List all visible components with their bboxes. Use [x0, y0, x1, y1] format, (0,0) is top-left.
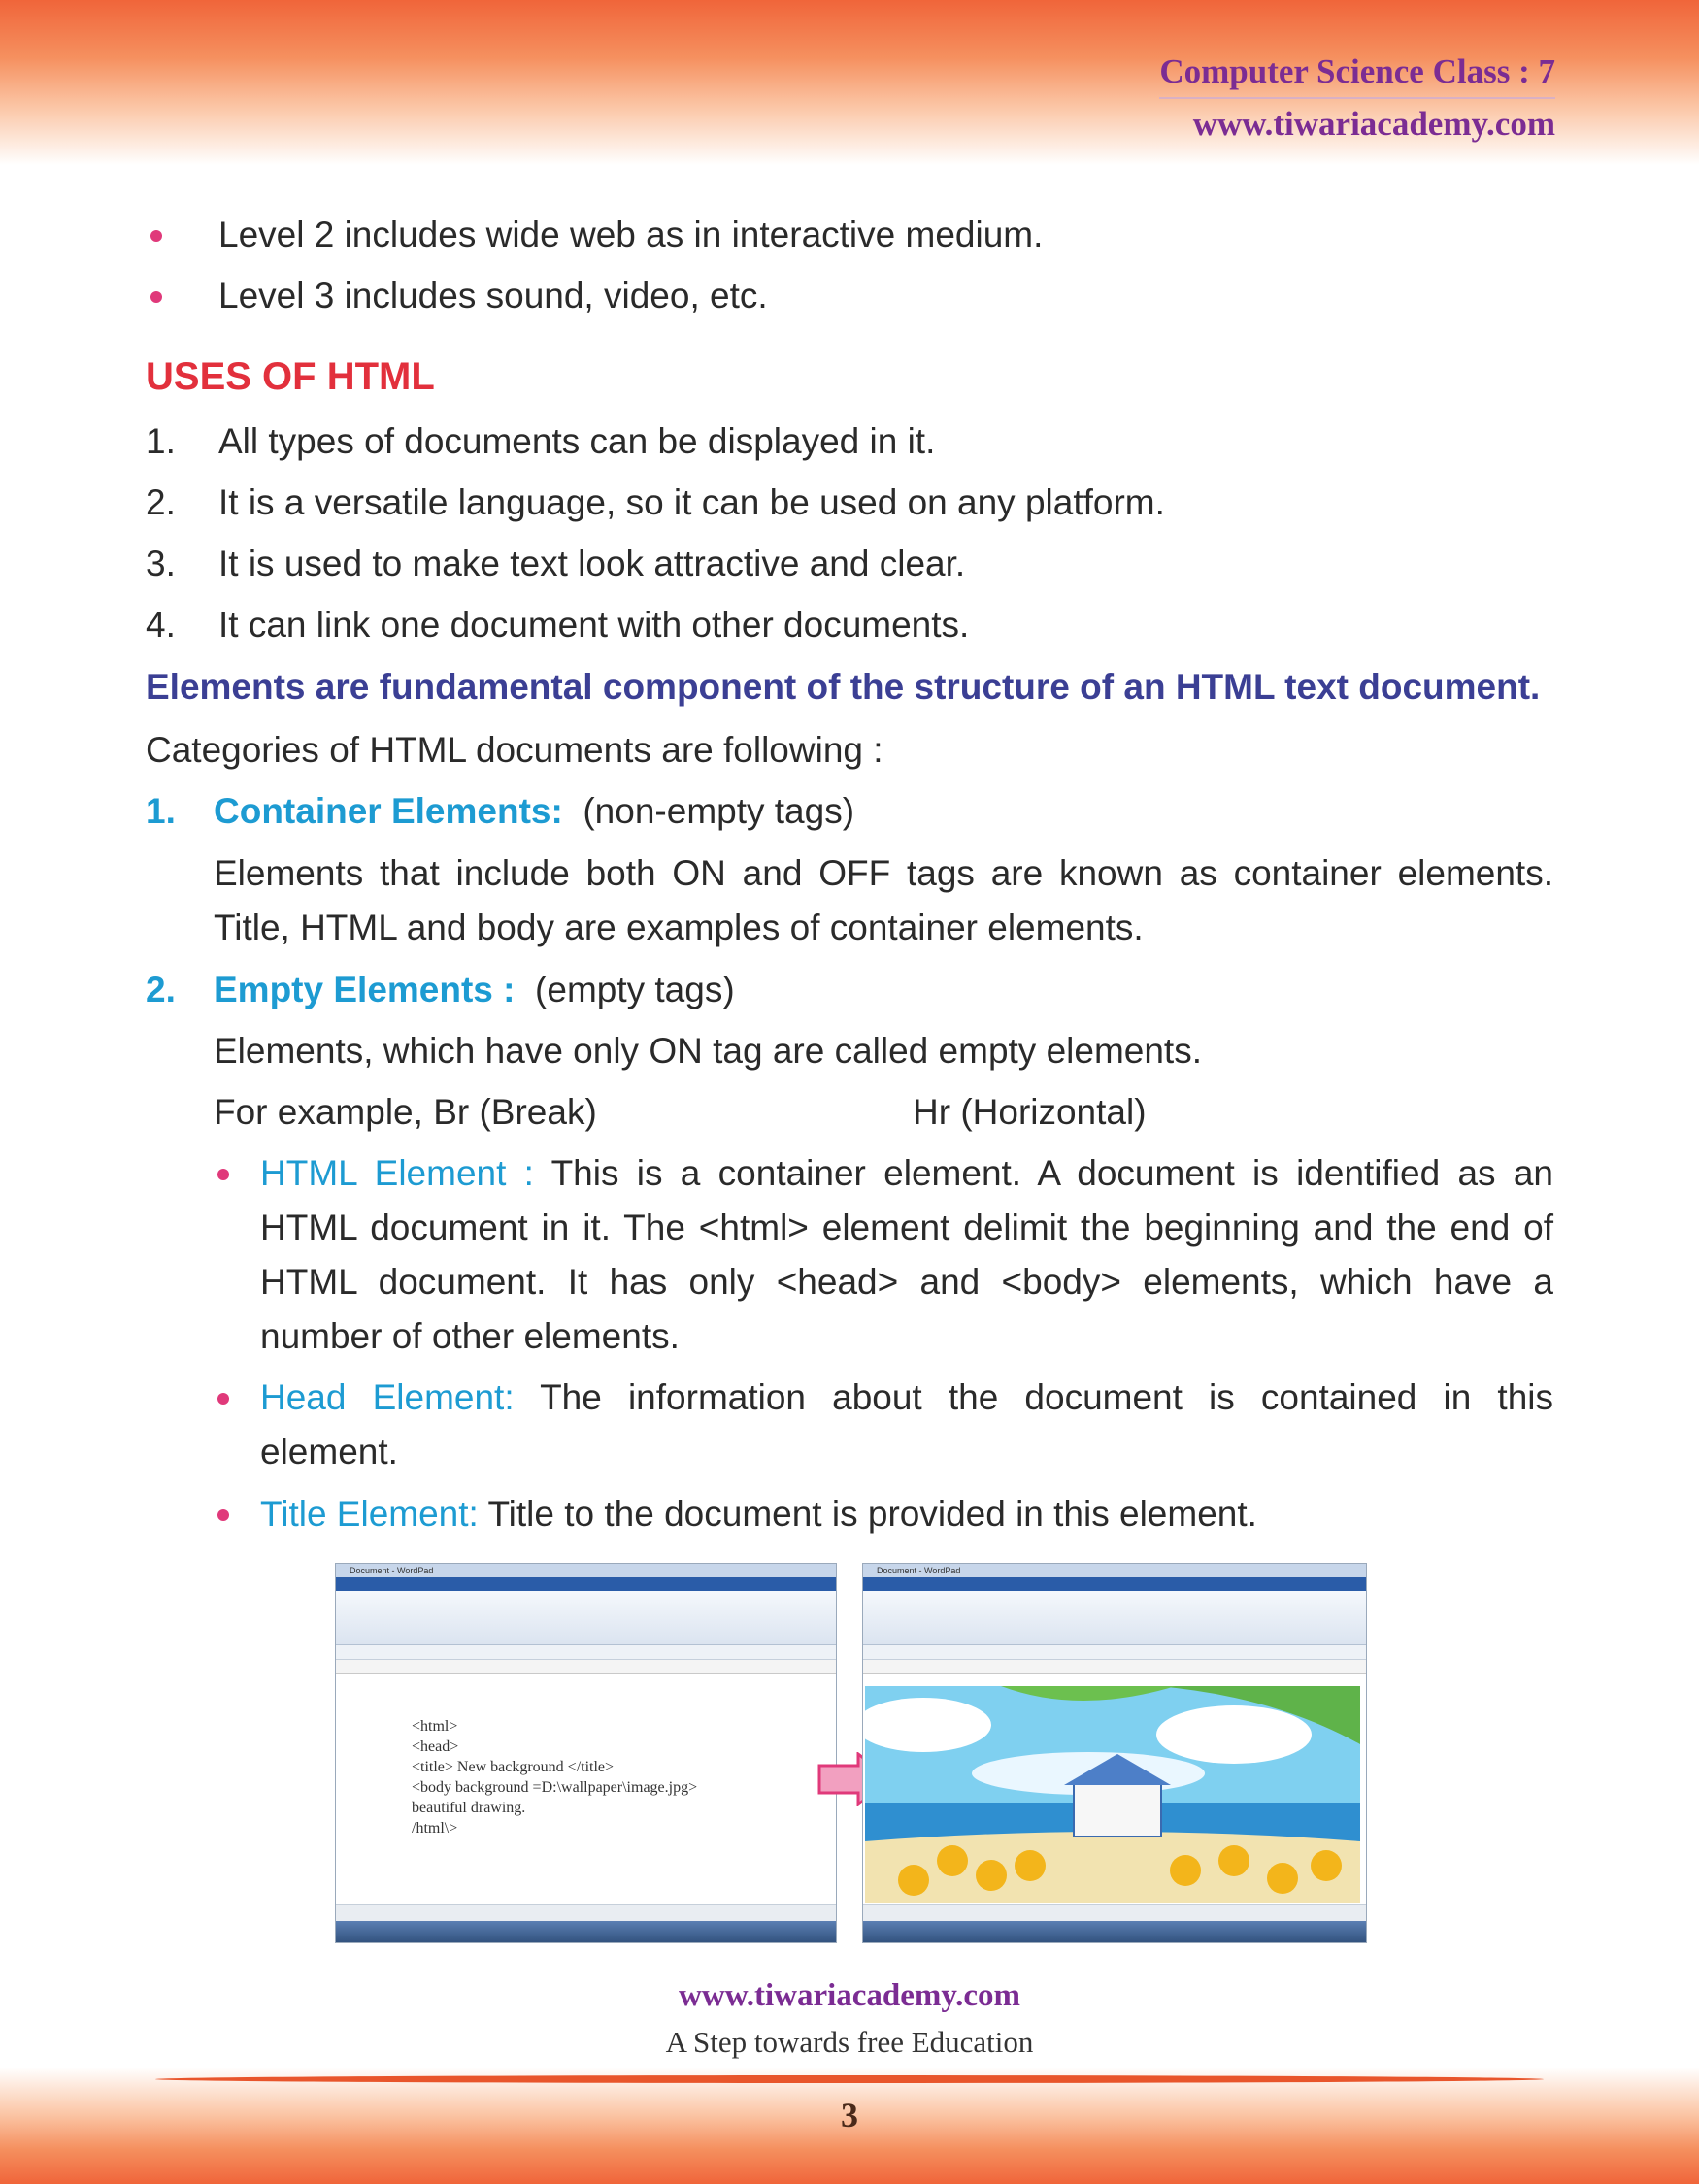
- category-number: 1.: [146, 791, 176, 831]
- code-line: <html>: [412, 1718, 458, 1735]
- bullet-dot: [217, 1393, 229, 1405]
- category-description: Elements that include both ON and OFF tags are known as container elements. Title, HTML and body are examples of container elements.: [214, 853, 1553, 947]
- ribbon: [863, 1591, 1366, 1645]
- intro-bullet: Level 3 includes sound, video, etc.: [218, 276, 768, 315]
- element-text: The information about the document is contained in this element.: [260, 1377, 1554, 1472]
- bullet-dot: [150, 291, 162, 303]
- uses-heading: USES OF HTML: [146, 355, 435, 398]
- example-left: For example, Br (Break): [214, 1092, 597, 1132]
- quick-access-bar: [336, 1645, 836, 1660]
- intro-bullet: Level 2 includes wide web as in interactive medium.: [218, 215, 1044, 254]
- window-title: Document - WordPad: [863, 1564, 1366, 1577]
- ribbon-tabs: [336, 1577, 836, 1591]
- uses-item: It is used to make text look attractive and clear.: [218, 544, 966, 583]
- wordpad-result-screenshot: [862, 1563, 1367, 1943]
- uses-number: 3.: [146, 544, 176, 583]
- element-bullet: [260, 1146, 1553, 1364]
- element-bullet: [260, 1371, 1553, 1479]
- header-rule: [1159, 97, 1555, 99]
- example-right: Hr (Horizontal): [913, 1092, 1147, 1132]
- category-title: Empty Elements :: [214, 970, 516, 1009]
- uses-number: 1.: [146, 421, 176, 461]
- beach-wallpaper-image: [865, 1686, 1360, 1903]
- element-term: Title Element:: [260, 1494, 479, 1534]
- element-text: Title to the document is provided in this element.: [478, 1494, 1257, 1534]
- page-footer: [0, 1970, 1699, 2184]
- uses-item: All types of documents can be displayed in it.: [218, 421, 936, 461]
- status-bar: [863, 1904, 1366, 1921]
- ribbon: [336, 1591, 836, 1645]
- element-term: HTML Element :: [260, 1153, 534, 1193]
- uses-item: It can link one document with other documents.: [218, 605, 970, 645]
- page-header: [1159, 49, 1555, 148]
- footer-website[interactable]: www.tiwariacademy.com: [679, 1978, 1020, 2013]
- code-line: beautiful drawing.: [412, 1800, 526, 1816]
- wordpad-code-screenshot: [335, 1563, 837, 1943]
- element-bullet: [260, 1487, 1553, 1541]
- code-line: <head>: [412, 1738, 459, 1755]
- categories-intro: Categories of HTML documents are following :: [146, 730, 883, 770]
- category-title: Container Elements:: [214, 791, 563, 831]
- code-line: <title> New background </title>: [412, 1759, 615, 1775]
- code-line: /html\>: [412, 1820, 458, 1837]
- element-text: This is a container element. A document is identified as an HTML document in it. The <html> element delimit the beginning and the end of HTML document. It has only <head> and <body> elements, which have a number of other elements.: [260, 1153, 1553, 1356]
- page-number: 3: [841, 2096, 858, 2134]
- status-bar: [336, 1904, 836, 1921]
- footer-tagline: A Step towards free Education: [665, 2025, 1034, 2059]
- uses-number: 4.: [146, 605, 176, 645]
- category-heading: [214, 784, 854, 839]
- quick-access-bar: [863, 1645, 1366, 1660]
- category-note: (empty tags): [535, 970, 735, 1009]
- category-number: 2.: [146, 970, 176, 1009]
- taskbar: [863, 1921, 1366, 1942]
- window-title: Document - WordPad: [336, 1564, 836, 1577]
- category-heading: [214, 963, 735, 1017]
- ruler: [336, 1660, 836, 1674]
- header-subject: Computer Science Class : 7: [1159, 52, 1555, 90]
- ribbon-tabs: [863, 1577, 1366, 1591]
- category-description: Elements, which have only ON tag are called empty elements.: [214, 1031, 1202, 1071]
- uses-item: It is a versatile language, so it can be used on any platform.: [218, 482, 1165, 522]
- bullet-dot: [217, 1509, 229, 1521]
- footer-divider: [155, 2075, 1544, 2083]
- elements-heading: Elements are fundamental component of the structure of an HTML text document.: [146, 667, 1541, 707]
- uses-number: 2.: [146, 482, 176, 522]
- code-line: <body background =D:\wallpaper\image.jpg>: [412, 1779, 698, 1796]
- code-block: [412, 1696, 697, 1879]
- taskbar: [336, 1921, 836, 1942]
- bullet-dot: [217, 1169, 229, 1180]
- header-website[interactable]: www.tiwariacademy.com: [1192, 105, 1555, 143]
- ruler: [863, 1660, 1366, 1674]
- category-note: (non-empty tags): [583, 791, 855, 831]
- bullet-dot: [150, 230, 162, 242]
- element-term: Head Element:: [260, 1377, 515, 1417]
